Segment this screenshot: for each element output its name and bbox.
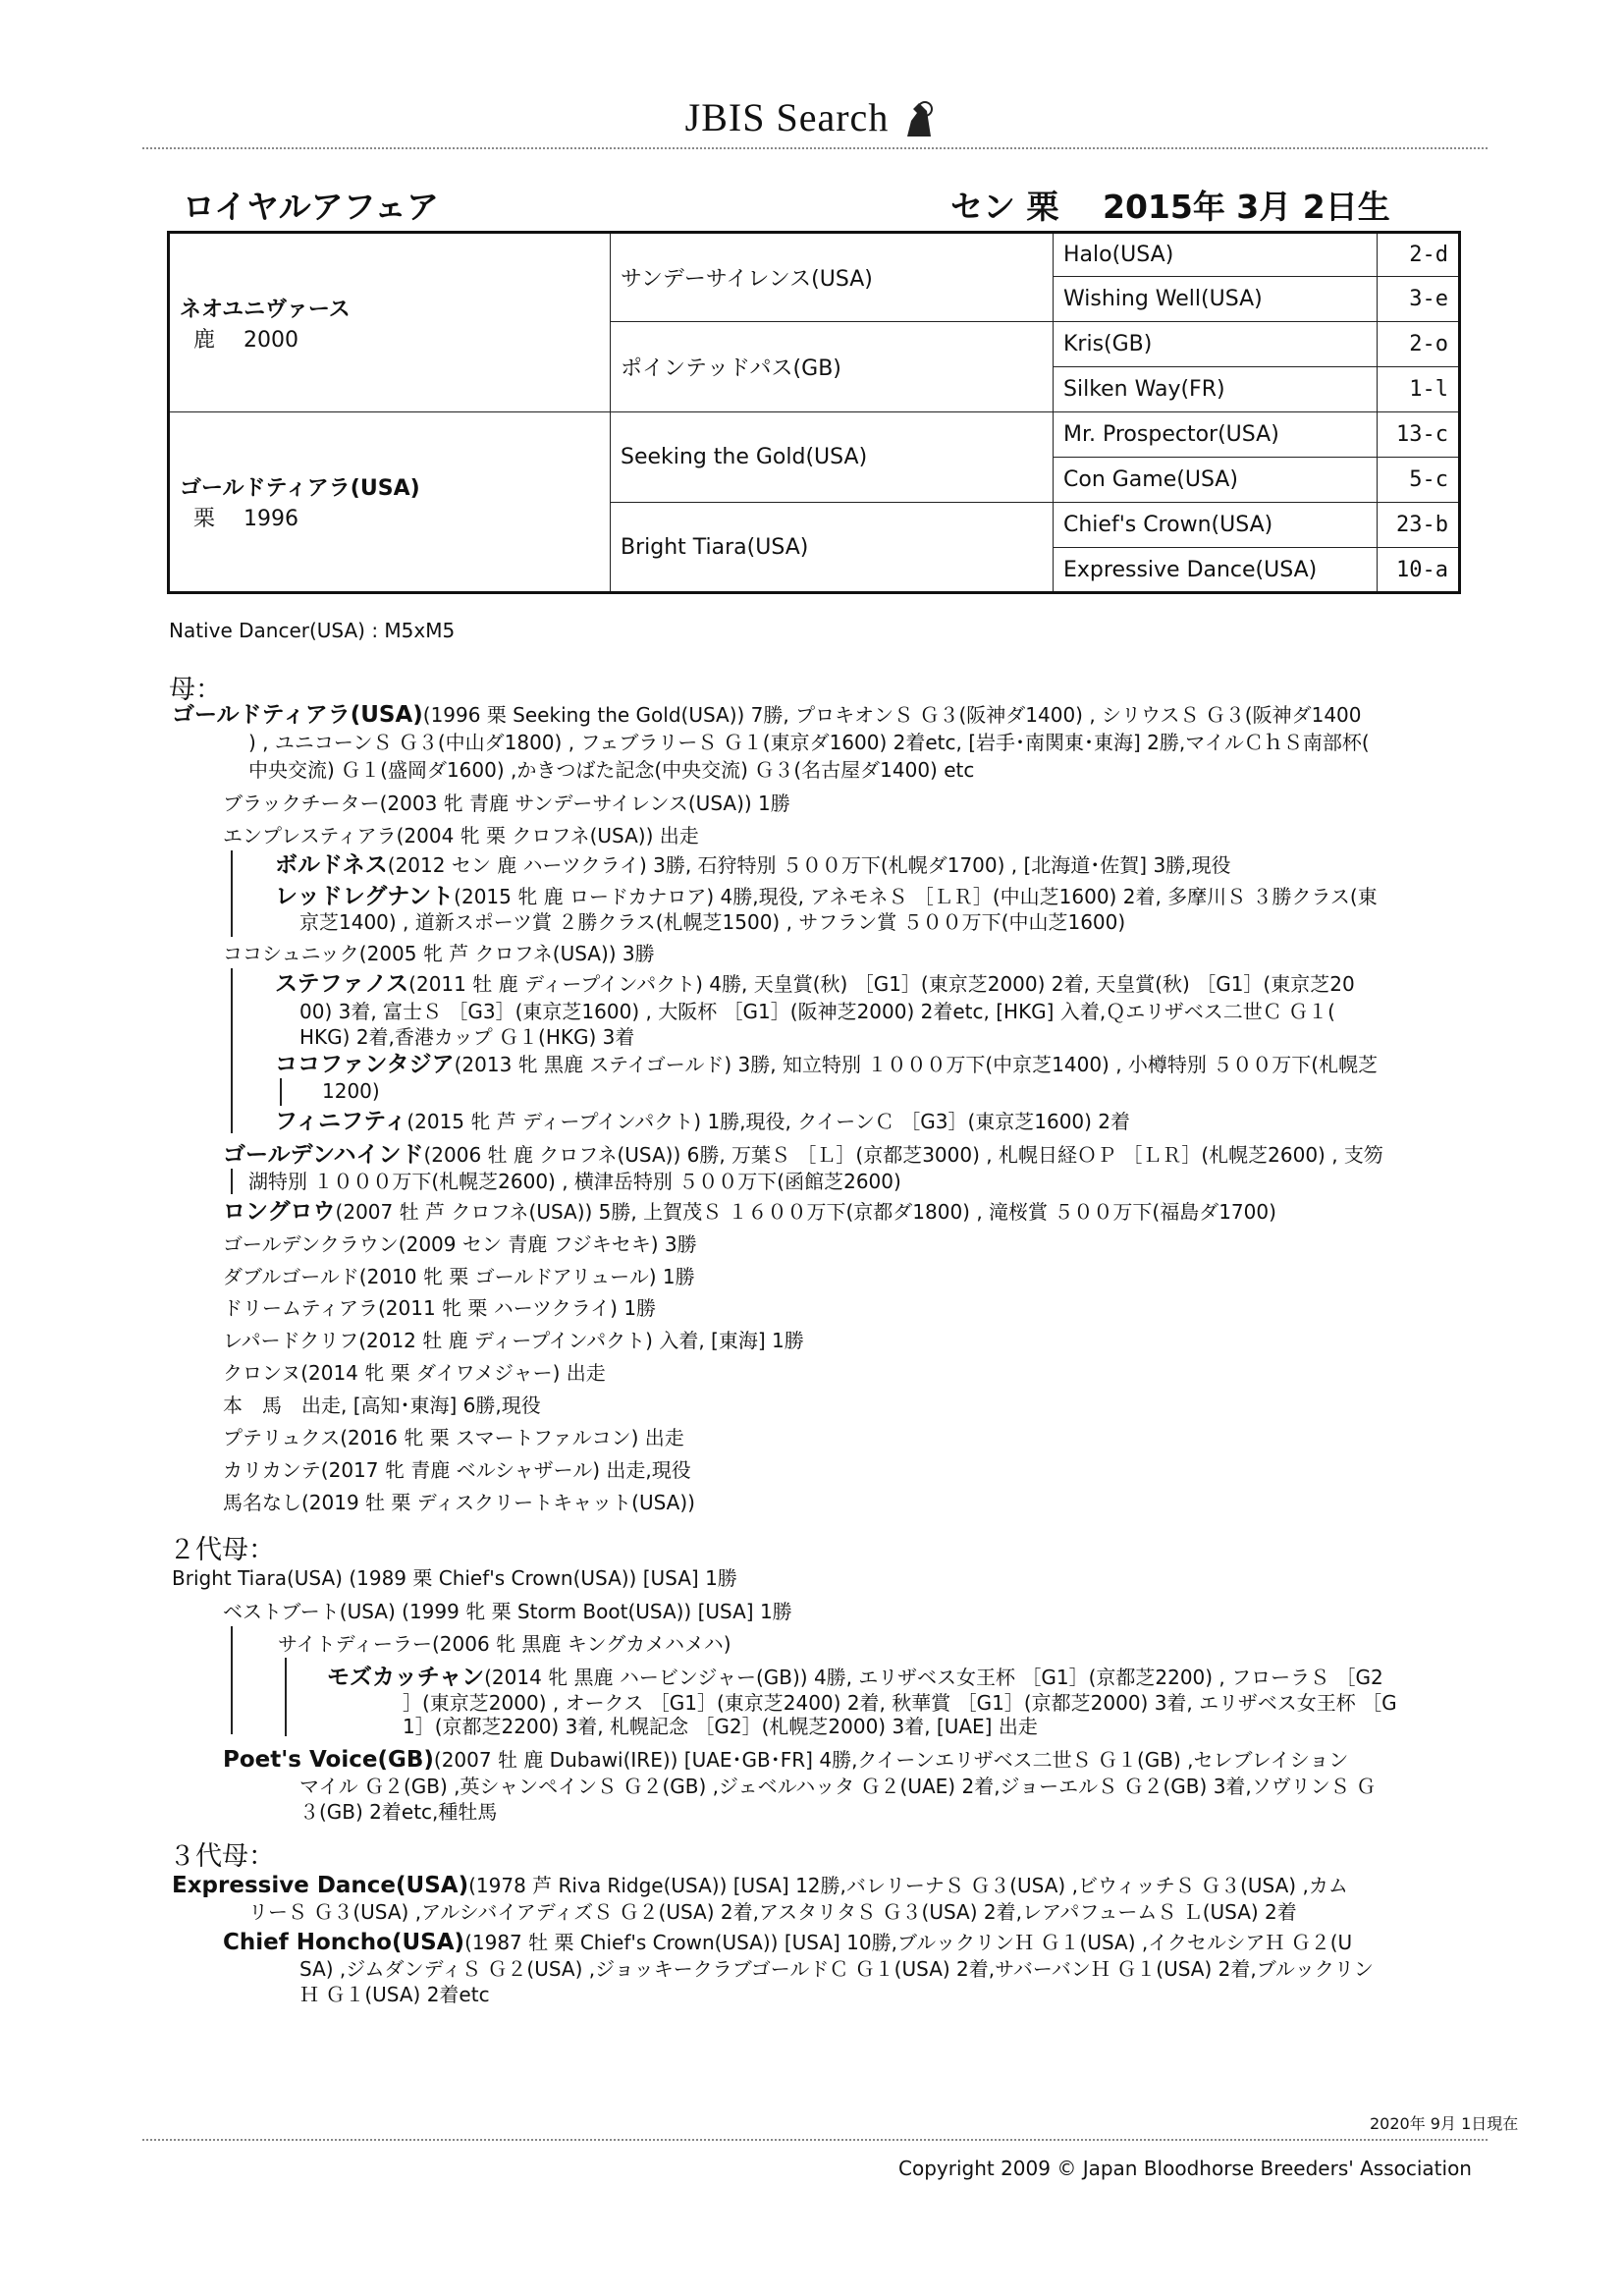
progeny-row — [327, 1664, 1383, 1692]
progeny-row — [223, 1198, 1276, 1227]
progeny-text: (2013 牝 黒鹿 ステイゴールド) 3勝, 知立特別 １０００万下(中京芝1400) , 小樽特別 ５００万下(札幌芝 — [454, 1053, 1379, 1076]
great-granddam-name: Expressive Dance(USA) — [172, 1873, 469, 1898]
header-divider — [142, 147, 1488, 149]
family-number: 13-c — [1378, 412, 1460, 458]
dam-line-cont: 中央交流) Ｇ１(盛岡ダ1600) ,かきつばた記念(中央交流) Ｇ３(名古屋ダ1400) etc — [248, 758, 975, 782]
family-number: 23-b — [1378, 503, 1460, 548]
gen3-cell: Mr. Prospector(USA) — [1054, 412, 1378, 458]
horse-info: セン 栗 2015年 3月 2日生 — [950, 188, 1390, 226]
gen3-cell: Kris(GB) — [1054, 322, 1378, 367]
jbis-logo — [0, 94, 1624, 140]
branch-line — [285, 1658, 287, 1736]
dam-record-text: (1996 栗 Seeking the Gold(USA)) 7勝, プロキオンＳ Ｇ３(阪神ダ1400) , シリウスＳ Ｇ３(阪神ダ1400 — [422, 703, 1362, 727]
progeny-row — [223, 1746, 1348, 1775]
progeny-name: ロングロウ — [223, 1199, 336, 1225]
progeny-name: モズカッチャン — [327, 1665, 485, 1690]
progeny-row — [275, 1051, 1378, 1079]
progeny-row — [275, 883, 1378, 911]
progeny-name: Chief Honcho(USA) — [223, 1930, 465, 1955]
sire-name: ネオユニヴァース — [180, 297, 351, 322]
progeny-row — [275, 851, 1231, 880]
dam-heading: 母： — [169, 675, 222, 705]
gen2-cell: Bright Tiara(USA) — [611, 503, 1054, 593]
progeny-row: ドリームティアラ(2011 牝 栗 ハーツクライ) 1勝 — [223, 1296, 657, 1320]
branch-line — [231, 968, 233, 1133]
progeny-row-cont: 1］(京都芝2200) 3着, 札幌記念 ［G2］(札幌芝2000) 3着, [UAE] 出走 — [403, 1715, 1038, 1738]
progeny-name: ステファノス — [275, 971, 409, 997]
footer-divider — [142, 2139, 1488, 2141]
progeny-row-cont: ］(東京芝2000) , オークス ［G1］(東京芝2400) 2着, 秋華賞 ［G1］(京都芝2000) 3着, エリザベス女王杯 ［G — [403, 1691, 1397, 1715]
granddam-heading: ２代母： — [169, 1535, 275, 1565]
progeny-row: ベストブート(USA) (1999 牝 栗 Storm Boot(USA)) [USA] 1勝 — [223, 1600, 792, 1623]
progeny-row — [223, 1141, 1383, 1170]
sire-sub: 鹿 2000 — [193, 327, 298, 353]
great-granddam-text: (1978 芦 Riva Ridge(USA)) [USA] 12勝,バレリーナＳ Ｇ３(USA) ,ビウィッチＳ Ｇ３(USA) ,カム — [468, 1874, 1348, 1897]
great-granddam-line-cont: リーＳ Ｇ３(USA) ,アルシバイアディズＳ Ｇ２(USA) 2着,アスタリタＳ Ｇ３(USA) 2着,レアパフュームＳ Ｌ(USA) 2着 — [248, 1900, 1297, 1924]
gen3-cell: Silken Way(FR) — [1054, 367, 1378, 412]
progeny-row: ココシュニック(2005 牝 芦 クロフネ(USA)) 3勝 — [223, 942, 655, 965]
copyright: Copyright 2009 © Japan Bloodhorse Breeders' Association — [898, 2157, 1472, 2180]
progeny-name: Poet's Voice(GB) — [223, 1747, 434, 1773]
progeny-text: (2015 牝 鹿 ロードカナロア) 4勝,現役, アネモネＳ ［ＬＲ］(中山芝1600) 2着, 多摩川Ｓ ３勝クラス(東 — [454, 885, 1378, 908]
progeny-name: フィニフティ — [275, 1109, 407, 1134]
family-number: 3-e — [1378, 277, 1460, 322]
progeny-row: ブラックチーター(2003 牝 青鹿 サンデーサイレンス(USA)) 1勝 — [223, 792, 790, 815]
horse-name: ロイヤルアフェア — [183, 188, 440, 226]
progeny-row — [275, 1108, 1130, 1136]
as-of-date: 2020年 9月 1日現在 — [1370, 2114, 1519, 2133]
progeny-row: サイトディーラー(2006 牝 黒鹿 キングカメハメハ) — [278, 1632, 731, 1656]
progeny-row: クロンヌ(2014 牝 栗 ダイワメジャー) 出走 — [223, 1361, 606, 1385]
sire-cell — [169, 233, 611, 412]
gen3-cell: Chief's Crown(USA) — [1054, 503, 1378, 548]
progeny-row — [275, 970, 1355, 999]
family-number: 2-o — [1378, 322, 1460, 367]
progeny-row-cont: Ｈ Ｇ１(USA) 2着etc — [299, 1983, 490, 2006]
progeny-row — [223, 1929, 1352, 1957]
gen2-cell: サンデーサイレンス(USA) — [611, 233, 1054, 322]
progeny-name: ゴールデンハインド — [223, 1142, 424, 1168]
progeny-row: 本 馬 出走, [高知･東海] 6勝,現役 — [223, 1394, 541, 1417]
progeny-row: プテリュクス(2016 牝 栗 スマートファルコン) 出走 — [223, 1426, 684, 1449]
gen3-cell: Halo(USA) — [1054, 233, 1378, 277]
great-granddam-heading: ３代母： — [169, 1841, 275, 1872]
progeny-row: ゴールデンクラウン(2009 セン 青鹿 フジキセキ) 3勝 — [223, 1232, 697, 1256]
dam-line-cont: ) , ユニコーンＳ Ｇ３(中山ダ1800) , フェブラリーＳ Ｇ１(東京ダ1600) 2着etc, [岩手･南関東･東海] 2勝,マイルＣｈＳ南部杯( — [248, 731, 1370, 754]
family-number: 1-l — [1378, 367, 1460, 412]
progeny-row-cont: ３(GB) 2着etc,種牡馬 — [299, 1800, 498, 1824]
progeny-text: (2015 牝 芦 ディープインパクト) 1勝,現役, クイーンＣ ［G3］(東京芝1600) 2着 — [406, 1110, 1131, 1133]
progeny-name: ボルドネス — [275, 852, 388, 878]
progeny-text: (2011 牡 鹿 ディープインパクト) 4勝, 天皇賞(秋) ［G1］(東京芝2000) 2着, 天皇賞(秋) ［G1］(東京芝20 — [408, 972, 1355, 996]
progeny-row: レパードクリフ(2012 牡 鹿 ディープインパクト) 入着, [東海] 1勝 — [223, 1329, 804, 1352]
progeny-row-cont: 1200) — [322, 1079, 380, 1103]
logo-text: JBIS Search — [684, 95, 890, 139]
gen3-cell: Wishing Well(USA) — [1054, 277, 1378, 322]
branch-line — [231, 1169, 233, 1194]
gen2-cell: ポインテッドパス(GB) — [611, 322, 1054, 412]
family-number: 10-a — [1378, 548, 1460, 593]
dam-record-name: ゴールドティアラ(USA) — [172, 702, 423, 728]
dam-cell — [169, 412, 611, 593]
progeny-text: (2007 牡 芦 クロフネ(USA)) 5勝, 上賀茂Ｓ １６００万下(京都ダ1800) , 滝桜賞 ５００万下(福島ダ1700) — [335, 1200, 1276, 1224]
progeny-row-cont: 京芝1400) , 道新スポーツ賞 ２勝クラス(札幌芝1500) , サフラン賞 ５００万下(中山芝1600) — [299, 910, 1126, 934]
gen2-cell: Seeking the Gold(USA) — [611, 412, 1054, 503]
progeny-row-cont: SA) ,ジムダンディＳ Ｇ２(USA) ,ジョッキークラブゴールドＣ Ｇ１(USA) 2着,サバーバンＨ Ｇ１(USA) 2着,ブルックリン — [299, 1957, 1374, 1981]
progeny-text: (2012 セン 鹿 ハーツクライ) 3勝, 石狩特別 ５００万下(札幌ダ1700) , [北海道･佐賀] 3勝,現役 — [387, 853, 1231, 877]
progeny-text: (2014 牝 黒鹿 ハービンジャー(GB)) 4勝, エリザベス女王杯 ［G1］(京都芝2200) , フローラＳ ［G2 — [484, 1666, 1383, 1689]
progeny-text: (1987 牡 栗 Chief's Crown(USA)) [USA] 10勝,ブルックリンＨ Ｇ１(USA) ,イクセルシアＨ Ｇ２(U — [464, 1931, 1353, 1954]
family-number: 2-d — [1378, 233, 1460, 277]
dam-line — [172, 701, 1362, 730]
gen3-cell: Expressive Dance(USA) — [1054, 548, 1378, 593]
gen3-cell: Con Game(USA) — [1054, 458, 1378, 503]
horse-logo-icon — [901, 97, 937, 140]
great-granddam-line — [172, 1872, 1348, 1900]
branch-line — [280, 1078, 282, 1106]
progeny-row: 馬名なし(2019 牡 栗 ディスクリートキャット(USA)) — [223, 1491, 695, 1514]
branch-line — [231, 850, 233, 937]
progeny-row-cont: HKG) 2着,香港カップ Ｇ１(HKG) 3着 — [299, 1025, 635, 1049]
progeny-row: カリカンテ(2017 牝 青鹿 ベルシャザール) 出走,現役 — [223, 1458, 691, 1482]
inbreeding-note: Native Dancer(USA) : M5xM5 — [169, 619, 456, 642]
granddam-line: Bright Tiara(USA) (1989 栗 Chief's Crown(USA)) [USA] 1勝 — [172, 1566, 737, 1590]
dam-sub: 栗 1996 — [193, 507, 298, 531]
progeny-name: レッドレグナント — [275, 884, 455, 909]
pedigree-table — [167, 231, 1461, 594]
progeny-row-cont: マイル Ｇ２(GB) ,英シャンペインＳ Ｇ２(GB) ,ジェベルハッタ Ｇ２(UAE) 2着,ジョーエルＳ Ｇ２(GB) 3着,ソヴリンＳ Ｇ — [299, 1775, 1377, 1798]
progeny-row: エンプレスティアラ(2004 牝 栗 クロフネ(USA)) 出走 — [223, 824, 699, 847]
dam-name: ゴールドティアラ(USA) — [180, 476, 420, 501]
progeny-row: ダブルゴールド(2010 牝 栗 ゴールドアリュール) 1勝 — [223, 1265, 695, 1288]
progeny-name: ココファンタジア — [275, 1052, 455, 1077]
branch-line — [231, 1626, 233, 1734]
progeny-row-cont: 00) 3着, 富士Ｓ ［G3］(東京芝1600) , 大阪杯 ［G1］(阪神芝2000) 2着etc, [HKG] 入着,Ｑエリザベス二世Ｃ Ｇ１( — [299, 1000, 1335, 1023]
progeny-text: (2006 牡 鹿 クロフネ(USA)) 6勝, 万葉Ｓ ［Ｌ］(京都芝3000) , 札幌日経ＯＰ ［ＬＲ］(札幌芝2600) , 支笏 — [423, 1143, 1383, 1167]
progeny-row-cont: 湖特別 １０００万下(札幌芝2600) , 横津岳特別 ５００万下(函館芝2600) — [248, 1170, 901, 1193]
progeny-text: (2007 牡 鹿 Dubawi(IRE)) [UAE･GB･FR] 4勝,クイーンエリザベス二世Ｓ Ｇ１(GB) ,セレブレイション — [433, 1748, 1349, 1772]
family-number: 5-c — [1378, 458, 1460, 503]
